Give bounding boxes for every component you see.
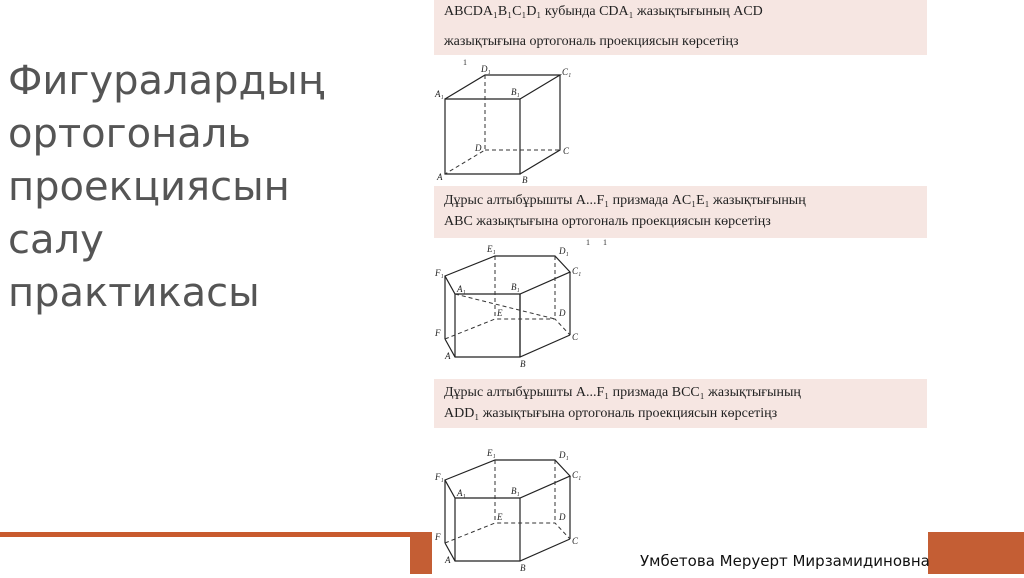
task-2-box (434, 186, 927, 238)
prism1-label-c: C (572, 332, 579, 342)
prism1-label-f1: F₁ (435, 268, 444, 278)
prism2-label-a1: A₁ (457, 488, 466, 498)
prism2-label-c1: C₁ (572, 470, 582, 480)
prism1-label-b: B (520, 359, 526, 369)
accent-bar-right (928, 532, 1024, 574)
title-line: ортогональ (8, 111, 251, 157)
prism1-label-c1: C₁ (572, 266, 582, 276)
prism2-label-c: C (572, 536, 579, 546)
prism-figure-1 (425, 244, 595, 374)
prism2-label-b: B (520, 563, 526, 573)
title-line: проекциясын (8, 164, 290, 210)
prism1-label-e: E (497, 308, 503, 318)
cube-label-a: A (437, 172, 443, 182)
task-2-line-2: ABC жазықтығына ортогональ проекциясын көрсетіңз (444, 214, 771, 229)
task-2-line-1: Дұрыс алтыбұрышты A...F₁ призмада AC₁E₁ жазықтығының (444, 193, 806, 208)
prism2-label-d: D (559, 512, 566, 522)
prism1-label-d: D (559, 308, 566, 318)
prism2-label-d1: D₁ (559, 450, 569, 460)
stray-mark: 1 (603, 238, 607, 247)
prism-figure-2 (425, 448, 595, 578)
title-line: практикасы (8, 270, 260, 316)
task-1-box (434, 0, 927, 55)
task-3-box (434, 379, 927, 428)
cube-label-d1: D₁ (481, 64, 491, 74)
slide-title (8, 55, 348, 320)
cube-label-c: C (563, 146, 570, 156)
prism1-label-b1: B₁ (511, 282, 520, 292)
task-1-line-1: ABCDA₁B₁C₁D₁ кубында CDA₁ жазықтығының ACD (444, 4, 763, 19)
stray-mark: 1 (463, 58, 467, 67)
prism2-label-f1: F₁ (435, 472, 444, 482)
author-name: Умбетова Меруерт Мирзамидиновна (640, 552, 930, 570)
cube-label-c1: C₁ (562, 67, 572, 77)
prism2-label-f: F (435, 532, 441, 542)
prism1-label-a: A (445, 351, 451, 361)
cube-label-b: B (522, 175, 528, 185)
prism1-label-f: F (435, 328, 441, 338)
prism1-label-d1: D₁ (559, 246, 569, 256)
cube-label-b1: B₁ (511, 87, 520, 97)
accent-bar-mid (410, 532, 432, 574)
accent-bar-left (0, 532, 410, 537)
stray-mark: 1 (586, 238, 590, 247)
prism1-label-a1: A₁ (457, 284, 466, 294)
task-3-line-1: Дұрыс алтыбұрышты A...F₁ призмада BCC₁ жазықтығының (444, 385, 801, 400)
prism2-label-e: E (497, 512, 503, 522)
prism2-label-b1: B₁ (511, 486, 520, 496)
title-line: Фигуралардың (8, 58, 325, 104)
cube-figure (425, 62, 585, 192)
prism2-label-a: A (445, 555, 451, 565)
task-1-line-2: жазықтығына ортогональ проекциясын көрсетіңз (444, 34, 739, 49)
cube-label-a1: A₁ (435, 89, 444, 99)
title-line: салу (8, 217, 104, 263)
task-3-line-2: ADD₁ жазықтығына ортогональ проекциясын көрсетіңз (444, 406, 778, 421)
cube-label-d: D (475, 143, 482, 153)
prism2-label-e1: E₁ (487, 448, 496, 458)
prism1-label-e1: E₁ (487, 244, 496, 254)
